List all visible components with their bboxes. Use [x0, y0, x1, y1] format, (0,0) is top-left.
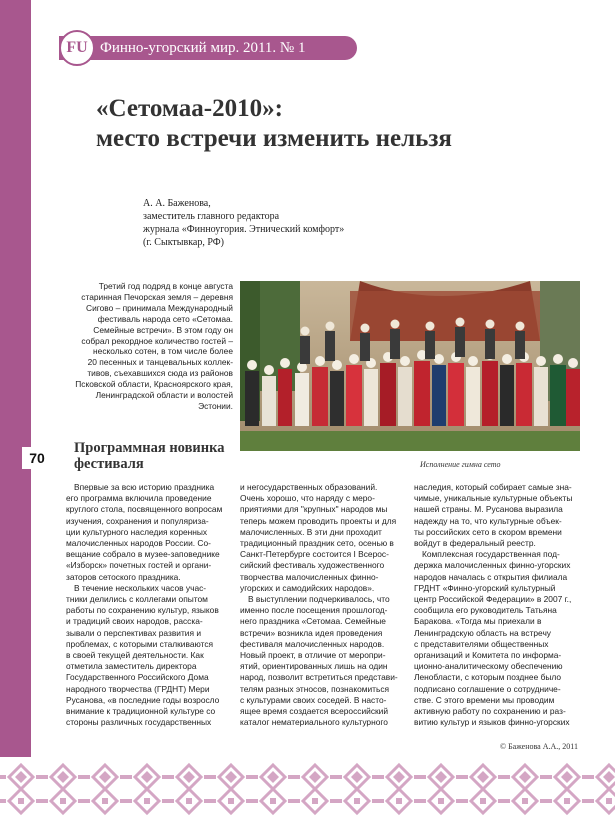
body-line: творчества малочисленных финно-: [240, 571, 379, 582]
text-column-2: [240, 482, 408, 728]
body-line: малочисленных народов России. Со-: [66, 538, 211, 549]
journal-logo: FU: [59, 30, 95, 66]
journal-title: Финно-угорский мир. 2011. № 1: [100, 40, 306, 56]
body-line: В течение нескольких часов учас-: [74, 582, 207, 593]
body-line: и негосударственных образований.: [240, 482, 378, 492]
body-line: народного творчества (ГРДНТ) Мери: [66, 683, 210, 694]
body-line: угорских и самодийских народов».: [240, 582, 375, 593]
body-line: сийский фестиваль художественного: [240, 560, 385, 571]
title-line: место встречи изменить нельзя: [96, 125, 452, 152]
ornament-border: [0, 757, 615, 820]
folk-ornament-pattern: [0, 757, 615, 820]
body-line: держка малочисленных финно-угорских: [414, 560, 571, 571]
body-line: стве. С этого времени мы проводим: [414, 694, 555, 705]
body-line: изучения, сохранения и популяриза-: [66, 515, 209, 526]
body-line: теперь можем проводить проекты и для: [240, 515, 397, 526]
body-line: подписано соглашение о сотрудниче-: [414, 683, 561, 694]
body-line: телям разных этносов, познакомиться: [240, 683, 390, 694]
body-line: отметила заместитель директора: [66, 661, 197, 672]
body-line: ящее время создается всероссийский: [240, 706, 389, 717]
body-line: встречи» возникла идея проведения: [240, 627, 383, 638]
heading-line: фестиваля: [74, 456, 144, 472]
body-line: организаций и Комитета по информа-: [414, 650, 562, 661]
body-line: Санкт-Петербурге состоится I Всерос-: [240, 549, 389, 560]
body-line: Государственного Российского Дома: [66, 672, 209, 683]
body-line: сообщила его руководитель Татьяна: [414, 605, 557, 616]
text-column-1: [66, 482, 234, 728]
intro-line: Эстонии.: [198, 400, 233, 411]
body-line: Очень хорошо, что наряду с меро-: [240, 493, 375, 504]
body-line: него праздника «Сетомаа. Семейные: [240, 616, 386, 627]
intro-line: Ленинградской области и волостей: [95, 390, 233, 401]
body-line: витию культур и языков финно-угорских: [414, 717, 570, 728]
photo-caption: Исполнение гимна сето: [420, 460, 501, 469]
body-line: каталог нематериального культурного: [240, 717, 388, 728]
author-line: А. А. Баженова,: [143, 198, 211, 209]
body-line: с культурами своих соседей. В насто-: [240, 694, 387, 705]
intro-line: несколько сотен, в том числе более: [93, 346, 233, 357]
body-line: ятий, ориентированных лишь на один: [240, 661, 388, 672]
body-line: приятиями для "крупных" народов мы: [240, 504, 388, 515]
body-line: надежду на то, что культурные объек-: [414, 515, 562, 526]
body-line: Ленобласти, с которым позднее было: [414, 672, 562, 683]
intro-line: Семейные встречи». В этом году он: [93, 324, 233, 335]
body-line: стороны различных государственных: [66, 717, 212, 728]
text-column-3: [414, 482, 582, 728]
body-line: нашей страны. М. Русанова выразила: [414, 504, 563, 515]
article-title: [96, 94, 566, 154]
body-line: чимые, уникальные культурные объекты: [414, 493, 573, 504]
body-line: Баракова. «Тогда мы приехали в: [414, 616, 542, 627]
intro-line: собрал рекордное количество гостей –: [81, 335, 233, 346]
body-line: войдут в федеральный реестр.: [414, 538, 536, 549]
body-line: фестиваля малочисленных народов.: [240, 638, 385, 649]
festival-photo: [240, 281, 580, 451]
intro-line: Третий год подряд в конце августа: [98, 281, 233, 291]
intro-line: фестиваль народа сето «Сетомаа.: [97, 313, 233, 324]
page-sidebar: [0, 0, 31, 757]
heading-line: Программная новинка: [74, 440, 225, 456]
body-line: Новый проект, в отличие от меропри-: [240, 650, 386, 661]
body-line: малочисленных. В эти дни проходит: [240, 526, 382, 537]
body-line: его программа включила проведение: [66, 493, 212, 504]
body-line: работы по сохранению культур, языков: [66, 605, 219, 616]
author-line: журнала «Финноугория. Этнический комфорт»: [143, 224, 345, 235]
body-line: ГРДНТ «Финно-угорский культурный: [414, 582, 556, 593]
author-line: заместитель главного редактора: [143, 211, 280, 222]
body-line: «Изборск» почетных гостей и органи-: [66, 560, 212, 571]
intro-line: тивов, съехавшихся сюда из районов: [87, 368, 233, 379]
page-number: 70: [22, 447, 52, 469]
body-line: наследия, который собирает самые зна-: [414, 482, 572, 492]
body-line: проблемах, с которыми сталкиваются: [66, 638, 214, 649]
section-heading: [74, 440, 234, 472]
intro-line: Сигово – принимала Международный: [86, 302, 233, 313]
author-block: [143, 197, 443, 249]
body-line: круглого стола, посвященного вопросам: [66, 504, 223, 515]
body-line: народов началась с открытия филиала: [414, 571, 568, 582]
body-line: в своей текущей деятельности. Как: [66, 650, 204, 661]
body-line: вещание собрало в музее-заповеднике: [66, 549, 220, 560]
body-line: традиционный праздник сето, осенью в: [240, 538, 394, 549]
intro-line: старинная Печорская земля – деревня: [81, 291, 233, 302]
body-line: тники делились с коллегами опытом: [66, 594, 208, 605]
body-line: именно после посещения прошлогод-: [240, 605, 388, 616]
body-line: и традиций своих народов, расска-: [66, 616, 203, 627]
body-line: Комплексная государственная под-: [422, 549, 560, 560]
intro-line: Псковской области, Красноярского края,: [75, 379, 233, 390]
body-line: В выступлении подчеркивалось, что: [248, 594, 390, 605]
body-line: зывали о перспективах развития и: [66, 627, 202, 638]
body-line: Русанова, «в последние годы возросло: [66, 694, 220, 705]
title-line: «Сетомаа-2010»:: [96, 95, 283, 122]
body-line: внимание к традиционной культуре со: [66, 706, 216, 717]
body-line: центр Российской Федерации» в 2007 г.,: [414, 594, 572, 605]
body-line: ции культурного наследия коренных: [66, 526, 208, 537]
body-line: ционно-аналитическому обеспечению: [414, 661, 563, 672]
body-line: активную работу по сохранению и раз-: [414, 706, 566, 717]
body-line: Впервые за всю историю праздника: [74, 482, 215, 492]
body-line: заторов сетоского праздника.: [66, 571, 181, 582]
author-line: (г. Сыктывкар, РФ): [143, 237, 224, 248]
body-line: с представителями общественных: [414, 638, 549, 649]
copyright-notice: © Баженова А.А., 2011: [500, 742, 578, 751]
choir-photo-illustration: [240, 281, 580, 451]
intro-paragraph: [57, 281, 233, 412]
intro-line: 20 песенных и танцевальных коллек-: [87, 357, 233, 368]
body-line: ты российских сето в скором времени: [414, 526, 562, 537]
body-line: Ленинградскую область на встречу: [414, 627, 551, 638]
body-line: народ, позволит встретиться представи-: [240, 672, 398, 683]
